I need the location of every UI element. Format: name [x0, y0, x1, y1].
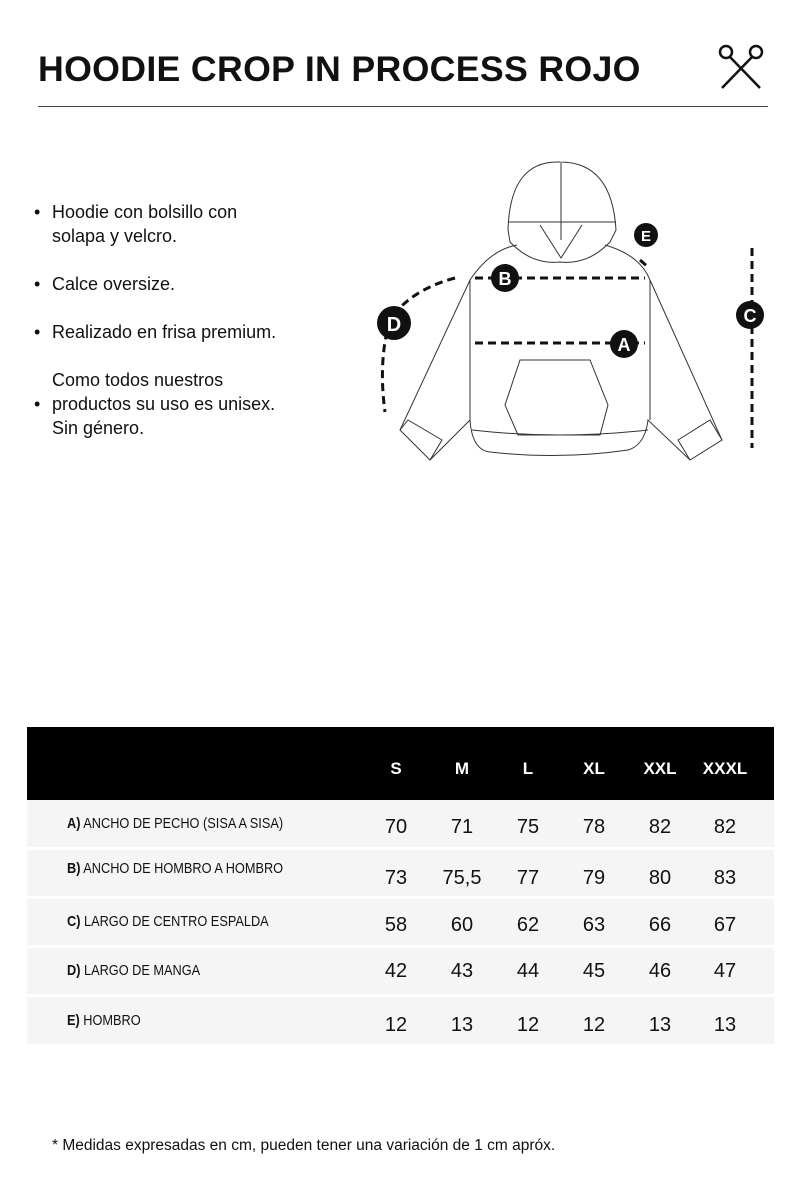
size-header: XXXL	[702, 759, 748, 778]
row-label: C) LARGO DE CENTRO ESPALDA	[67, 913, 269, 930]
label-d: D	[386, 314, 402, 336]
cell-value: 66	[648, 914, 672, 936]
row-label: E) HOMBRO	[67, 1012, 141, 1029]
cell-value: 62	[516, 914, 540, 936]
scissors-icon	[716, 42, 766, 92]
cell-value: 47	[713, 960, 737, 982]
cell-value: 83	[713, 867, 737, 889]
cell-value: 71	[450, 816, 474, 838]
table-row	[27, 899, 774, 948]
table-header	[27, 727, 774, 800]
label-a: A	[617, 335, 631, 355]
label-b: B	[498, 269, 512, 289]
cell-value: 13	[450, 1014, 474, 1036]
cell-value: 82	[648, 816, 672, 838]
cell-value: 63	[582, 914, 606, 936]
cell-value: 79	[582, 867, 606, 889]
size-header: XXL	[643, 759, 677, 778]
size-header: L	[522, 759, 534, 778]
cell-value: 75,5	[442, 867, 482, 889]
cell-value: 12	[582, 1014, 606, 1036]
cell-value: 43	[450, 960, 474, 982]
feature-item: • Realizado en frisa premium.	[34, 322, 277, 342]
cell-value: 78	[582, 816, 606, 838]
size-table	[27, 727, 774, 1047]
cell-value: 80	[648, 867, 672, 889]
cell-value: 77	[516, 867, 540, 889]
cell-value: 73	[384, 867, 408, 889]
feature-item: • Como todos nuestros productos su uso es unisex. Sin género.	[34, 370, 276, 438]
divider	[38, 106, 768, 107]
cell-value: 46	[648, 960, 672, 982]
cell-value: 58	[384, 914, 408, 936]
cell-value: 45	[582, 960, 606, 982]
feature-item: • Hoodie con bolsillo con solapa y velcro.	[34, 202, 238, 246]
table-row	[27, 948, 774, 997]
cell-value: 12	[516, 1014, 540, 1036]
table-row	[27, 997, 774, 1047]
feature-item: • Calce oversize.	[34, 274, 176, 294]
page-title: HOODIE CROP IN PROCESS ROJO	[38, 50, 641, 89]
cell-value: 13	[648, 1014, 672, 1036]
cell-value: 13	[713, 1014, 737, 1036]
cell-value: 44	[516, 960, 540, 982]
table-row	[27, 850, 774, 899]
row-label: D) LARGO DE MANGA	[67, 962, 201, 979]
cell-value: 82	[713, 816, 737, 838]
cell-value: 42	[384, 960, 408, 982]
cell-value: 75	[516, 816, 540, 838]
row-label: A) ANCHO DE PECHO (SISA A SISA)	[67, 815, 284, 832]
size-header: XL	[583, 759, 605, 778]
footnote: * Medidas expresadas en cm, pueden tener una variación de 1 cm apróx.	[52, 1137, 556, 1154]
table-row	[27, 800, 774, 850]
cell-value: 60	[450, 914, 474, 936]
size-header: S	[390, 759, 402, 778]
cell-value: 67	[713, 914, 737, 936]
label-e: E	[640, 228, 652, 245]
hoodie-diagram	[360, 150, 780, 470]
size-header: M	[454, 759, 470, 778]
cell-value: 12	[384, 1014, 408, 1036]
row-label: B) ANCHO DE HOMBRO A HOMBRO	[67, 860, 284, 877]
label-c: C	[743, 306, 757, 326]
cell-value: 70	[384, 816, 408, 838]
